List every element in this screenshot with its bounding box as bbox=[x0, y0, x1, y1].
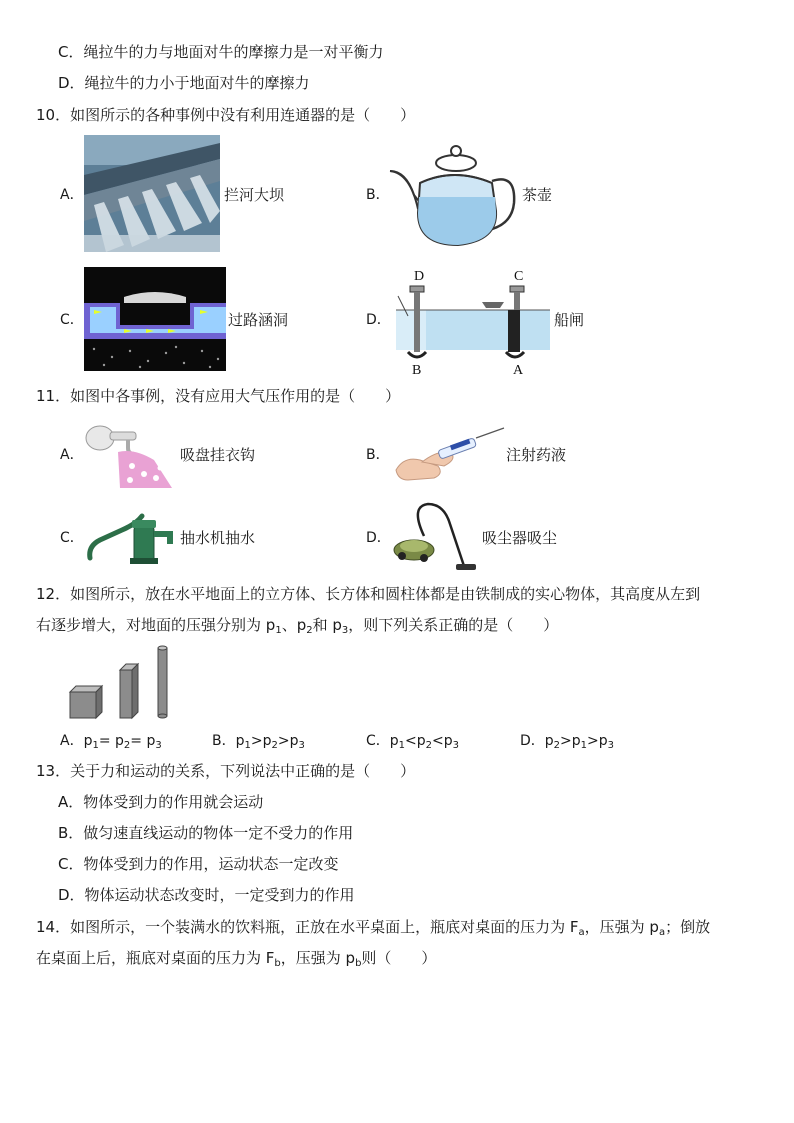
q13-option-b: B．做匀速直线运动的物体一定不受力的作用 bbox=[58, 824, 354, 842]
iron-solids-image bbox=[66, 644, 172, 722]
cuboid-shape bbox=[120, 664, 138, 718]
q10-option-b-letter: B． bbox=[366, 187, 390, 203]
q12-option-d: D．$p_2>p_1>p_3$ bbox=[520, 733, 615, 751]
q12-option-a: A．$p_1= p_2= p_3$ bbox=[60, 733, 162, 751]
q11-option-a-caption: 吸盘挂衣钩 bbox=[180, 446, 256, 464]
cylinder-shape bbox=[158, 646, 167, 718]
q12-stem-line2-start: 右逐步增大，对地面的压强分别为 bbox=[36, 616, 266, 634]
q12-stem-line1: 12．如图所示，放在水平地面上的立方体、长方体和圆柱体都是由铁制成的实心物体，其高度从左到 bbox=[36, 585, 701, 603]
water-pump-image bbox=[86, 506, 180, 564]
q10-option-b-caption: 茶壶 bbox=[522, 186, 553, 204]
q10-option-a-letter: A． bbox=[60, 187, 84, 203]
q12-stem-line2: 右逐步增大，对地面的压强分别为 $p_1$、$p_2$和 $p_3$，则下列关系正确的是（ ） bbox=[36, 616, 559, 636]
q9-option-d: D．绳拉牛的力小于地面对牛的摩擦力 bbox=[58, 74, 310, 92]
q10-option-d-caption: 船闸 bbox=[554, 311, 585, 329]
q13-option-d: D．物体运动状态改变时，一定受到力的作用 bbox=[58, 886, 355, 904]
lock-label-b: B bbox=[412, 363, 422, 378]
q11-option-b-caption: 注射药液 bbox=[506, 446, 567, 464]
q14-stem-line2: 在桌面上后，瓶底对桌面的压力为 $F_b$，压强为 $p_b$则（ ） bbox=[36, 949, 437, 969]
q11-option-d-letter: D． bbox=[366, 530, 391, 546]
lock-label-a: A bbox=[513, 363, 524, 378]
lock-label-d: D bbox=[414, 269, 425, 284]
q11-option-d-caption: 吸尘器吸尘 bbox=[482, 529, 558, 547]
cube-shape bbox=[70, 686, 102, 718]
lock-label-c: C bbox=[514, 269, 524, 284]
q11-option-b-letter: B． bbox=[366, 447, 390, 463]
q12-option-b: B．$p_1>p_2>p_3$ bbox=[212, 733, 305, 751]
q10-option-c-caption: 过路涵洞 bbox=[228, 311, 289, 329]
q13-option-a: A．物体受到力的作用就会运动 bbox=[58, 793, 264, 811]
q11-stem: 11．如图中各事例，没有应用大气压作用的是（ ） bbox=[36, 387, 401, 405]
q10-stem: 10．如图所示的各种事例中没有利用连通器的是（ ） bbox=[36, 106, 416, 124]
q10-option-a-caption: 拦河大坝 bbox=[224, 186, 285, 204]
vacuum-cleaner-image bbox=[390, 500, 480, 574]
q11-option-c-letter: C． bbox=[60, 530, 84, 546]
dam-image bbox=[84, 135, 220, 252]
suction-hook-image bbox=[82, 422, 176, 488]
syringe-image bbox=[394, 426, 506, 482]
q12-option-c: C．$p_1<p_2<p_3$ bbox=[366, 733, 460, 751]
q13-stem: 13．关于力和运动的关系，下列说法中正确的是（ ） bbox=[36, 762, 416, 780]
teapot-image bbox=[388, 141, 520, 249]
q11-option-c-caption: 抽水机抽水 bbox=[180, 529, 256, 547]
q10-option-d-letter: D． bbox=[366, 312, 391, 328]
ship-lock-image bbox=[396, 266, 550, 378]
q11-option-a-letter: A． bbox=[60, 447, 84, 463]
q10-option-c-letter: C． bbox=[60, 312, 84, 328]
q12-stem-line2-end: ，则下列关系正确的是（ ） bbox=[348, 616, 559, 634]
culvert-image bbox=[84, 267, 226, 371]
q14-stem-line1: 14．如图所示，一个装满水的饮料瓶，正放在水平桌面上，瓶底对桌面的压力为 $F_a$，压强为 $p_a$；倒放 bbox=[36, 918, 711, 938]
q9-option-c: C．绳拉牛的力与地面对牛的摩擦力是一对平衡力 bbox=[58, 43, 384, 61]
q13-option-c: C．物体受到力的作用，运动状态一定改变 bbox=[58, 855, 339, 873]
